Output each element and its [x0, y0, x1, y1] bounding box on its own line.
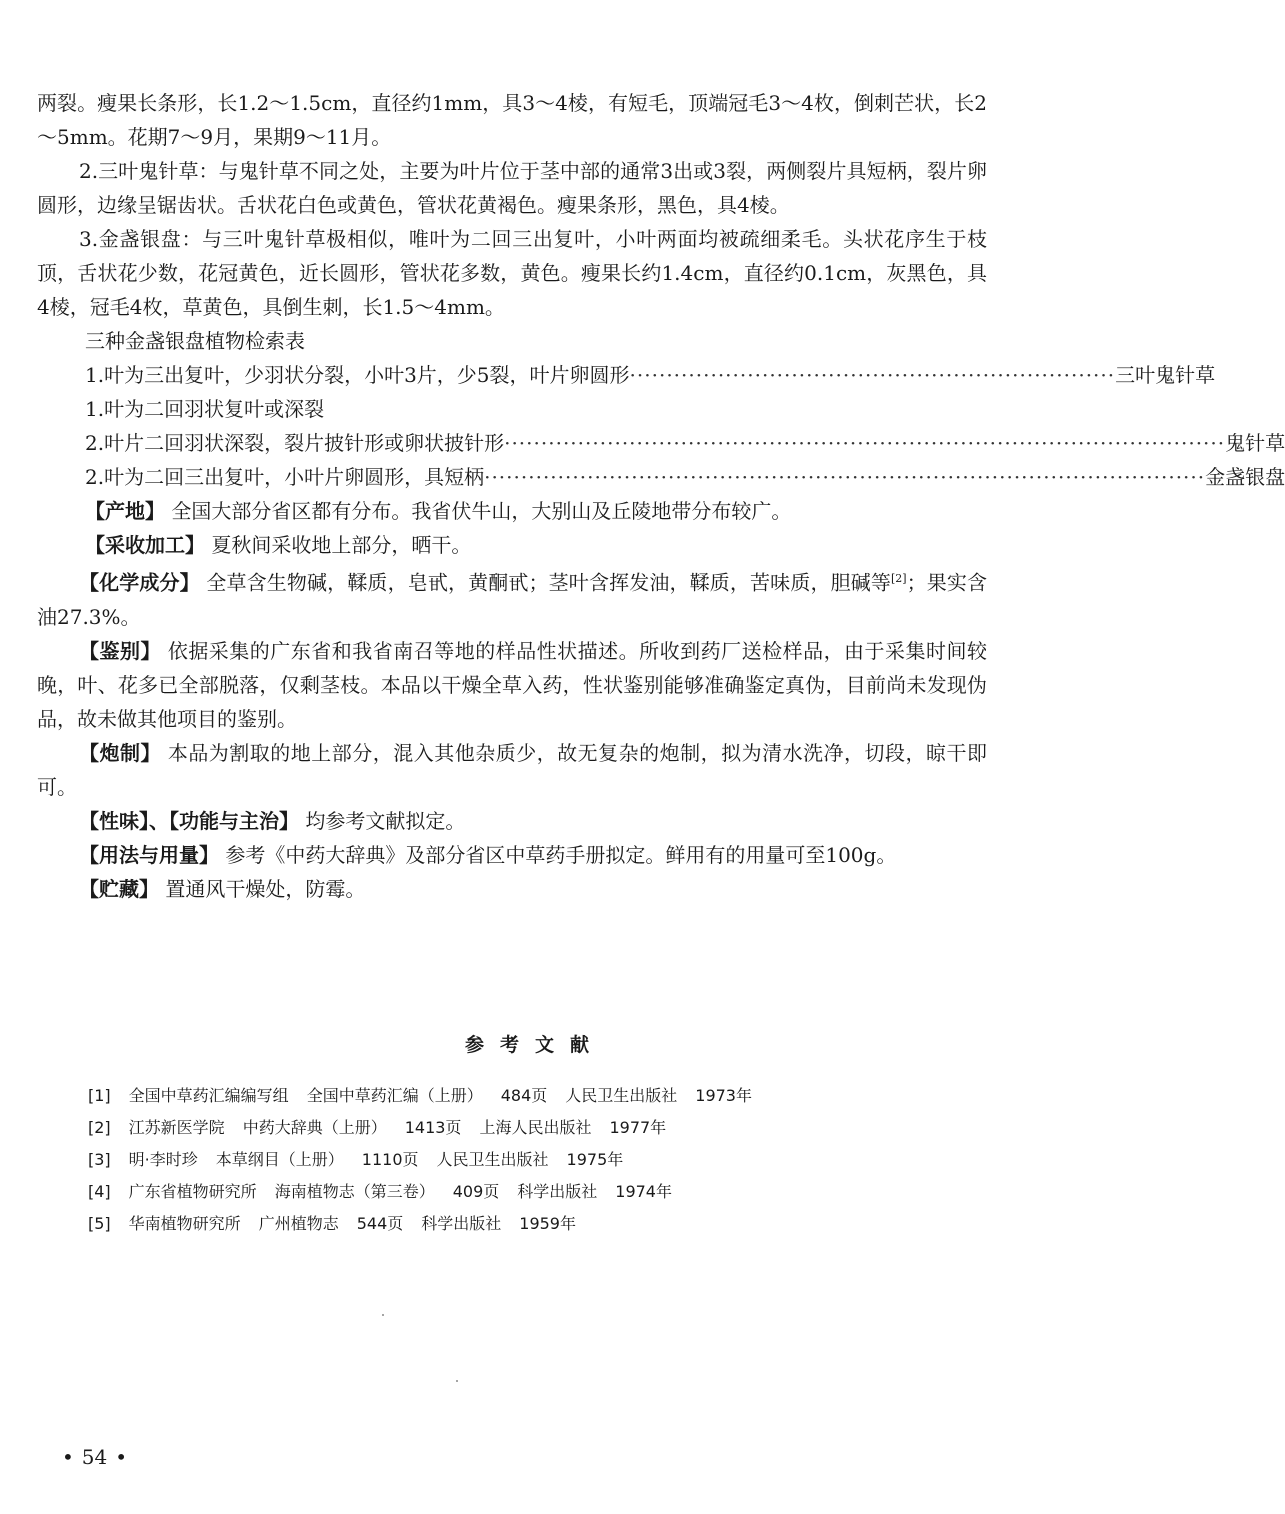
body-text — [37, 86, 1285, 906]
section-usage — [37, 838, 987, 872]
references-list — [88, 1080, 988, 1240]
section-text: 夏秋间采收地上部分，晒干。 — [211, 533, 472, 557]
reference-publisher: 上海人民出版社 — [479, 1118, 592, 1137]
section-heading: 【用法与用量】 — [79, 842, 219, 867]
reference-number: [1] — [88, 1086, 111, 1105]
reference-item — [88, 1080, 988, 1112]
section-chemistry — [37, 562, 987, 634]
reference-number: [2] — [88, 1118, 111, 1137]
reference-page: 1110页 — [361, 1150, 419, 1169]
paragraph-fruit-description: 两裂。瘦果长条形，长1.2～1.5cm，直径约1mm，具3～4棱，有短毛，顶端冠毛3～4枚，倒刺芒状，长2～5mm。花期7～9月，果期9～11月。 — [37, 91, 987, 149]
paragraph-jinzhan-yinpan: 3.金盏银盘：与三叶鬼针草极相似，唯叶为二回三出复叶，小叶两面均被疏细柔毛。头状花序生于枝顶，舌状花少数，花冠黄色，近长圆形，管状花多数，黄色。瘦果长约1.4cm，直径约0.1cm，灰黑色，具4棱，冠毛4枚，草黄色，具倒生刺，长1.5～4mm。 — [37, 227, 987, 319]
reference-page: 544页 — [356, 1214, 404, 1233]
reference-year: 1975年 — [566, 1150, 624, 1169]
reference-page: 409页 — [452, 1182, 500, 1201]
reference-title: 中药大辞典（上册） — [242, 1118, 387, 1137]
section-heading: 【采收加工】 — [85, 533, 205, 557]
key-row-result: 金盏银盘 — [1205, 465, 1285, 489]
reference-author: 江苏新医学院 — [128, 1118, 225, 1137]
reference-item — [88, 1176, 988, 1208]
section-processing — [37, 736, 987, 804]
key-table-title: 三种金盏银盘植物检索表 — [85, 329, 305, 353]
section-heading: 【贮藏】 — [79, 876, 159, 901]
reference-author: 华南植物研究所 — [128, 1214, 241, 1233]
reference-publisher: 科学出版社 — [421, 1214, 502, 1233]
leader-dots: ·································································································· — [484, 465, 1206, 489]
section-heading: 【炮制】 — [79, 740, 161, 765]
reference-number: [4] — [88, 1182, 111, 1201]
section-storage — [37, 872, 987, 906]
section-text: 全国大部分省区都有分布。我省伏牛山，大别山及丘陵地带分布较广。 — [171, 499, 792, 523]
key-row-text: 1.叶为三出复叶，少羽状分裂，小叶3片，少5裂，叶片卵圆形 — [85, 363, 630, 387]
reference-page: 1413页 — [404, 1118, 462, 1137]
page-number-value: 54 — [81, 1445, 108, 1469]
reference-author: 明·李时珍 — [128, 1150, 198, 1169]
reference-publisher: 科学出版社 — [517, 1182, 598, 1201]
key-row — [85, 358, 1216, 392]
section-text: 本品为割取的地上部分，混入其他杂质少，故无复杂的炮制，拟为清水洗净，切段，晾干即可。 — [37, 740, 988, 799]
section-text: 参考《中药大辞典》及部分省区中草药手册拟定。鲜用有的用量可至100g。 — [225, 842, 897, 867]
key-row-text: 2.叶为二回三出复叶，小叶片卵圆形，具短柄 — [85, 465, 485, 489]
reference-title: 海南植物志（第三卷） — [274, 1182, 435, 1201]
key-row — [85, 392, 987, 426]
reference-year: 1973年 — [695, 1086, 752, 1105]
key-row — [85, 460, 1285, 494]
leader-dots: ·································································· — [629, 363, 1116, 387]
reference-publisher: 人民卫生出版社 — [436, 1150, 549, 1169]
section-origin — [85, 494, 987, 528]
leader-dots: ·································································································· — [504, 431, 1226, 455]
reference-author: 全国中草药汇编编写组 — [128, 1086, 289, 1105]
reference-item — [88, 1112, 988, 1144]
section-heading: 【鉴别】 — [79, 638, 161, 663]
scan-speck — [456, 1380, 458, 1382]
paragraph-sanye-guizhencao: 2.三叶鬼针草：与鬼针草不同之处，主要为叶片位于茎中部的通常3出或3裂，两侧裂片具短柄，裂片卵圆形，边缘呈锯齿状。舌状花白色或黄色，管状花黄褐色。瘦果条形，黑色，具4棱。 — [37, 159, 987, 217]
section-heading: 【性味】、【功能与主治】 — [79, 808, 299, 833]
page-number — [58, 1445, 131, 1469]
scan-speck — [382, 1314, 384, 1316]
key-row-text: 1.叶为二回羽状复叶或深裂 — [85, 397, 325, 421]
section-identification — [37, 634, 987, 736]
reference-item — [88, 1144, 988, 1176]
section-text: 均参考文献拟定。 — [305, 808, 466, 833]
reference-item — [88, 1208, 988, 1240]
reference-title: 全国中草药汇编（上册） — [306, 1086, 483, 1105]
bullet-icon: • — [115, 1445, 128, 1469]
references-heading: 参考文献 — [464, 1034, 605, 1056]
key-row-text: 2.叶片二回羽状深裂，裂片披针形或卵状披针形 — [85, 431, 505, 455]
reference-title: 本草纲目（上册） — [215, 1150, 344, 1169]
reference-year: 1959年 — [519, 1214, 576, 1233]
reference-year: 1974年 — [615, 1182, 672, 1201]
reference-title: 广州植物志 — [258, 1214, 339, 1233]
reference-number: [3] — [88, 1150, 111, 1169]
reference-publisher: 人民卫生出版社 — [565, 1086, 678, 1105]
section-text: 全草含生物碱，鞣质，皂甙，黄酮甙；茎叶含挥发油，鞣质，苦味质，胆碱等 — [206, 570, 891, 595]
reference-year: 1977年 — [609, 1118, 667, 1137]
section-heading: 【产地】 — [85, 499, 165, 523]
reference-number: [5] — [88, 1214, 111, 1233]
reference-page: 484页 — [500, 1086, 548, 1105]
bullet-icon: • — [62, 1445, 74, 1469]
key-row-result: 三叶鬼针草 — [1115, 363, 1216, 387]
section-harvest — [85, 528, 987, 562]
section-text: 置通风干燥处，防霉。 — [165, 876, 366, 901]
reference-author: 广东省植物研究所 — [128, 1182, 257, 1201]
citation-superscript: [2] — [891, 572, 907, 585]
section-text: 依据采集的广东省和我省南召等地的样品性状描述。所收到药厂送检样品，由于采集时间较晚，叶、花多已全部脱落，仅剩茎枝。本品以干燥全草入药，性状鉴别能够准确鉴定真伪，目前尚未发现伪品，故未做其他项目的鉴别。 — [37, 638, 988, 731]
section-nature-function — [37, 804, 987, 838]
section-text-continued: ；果实含油27.3%。 — [37, 570, 988, 629]
key-row-result: 鬼针草 — [1225, 431, 1285, 455]
key-row — [85, 426, 1285, 460]
section-heading: 【化学成分】 — [79, 570, 200, 595]
